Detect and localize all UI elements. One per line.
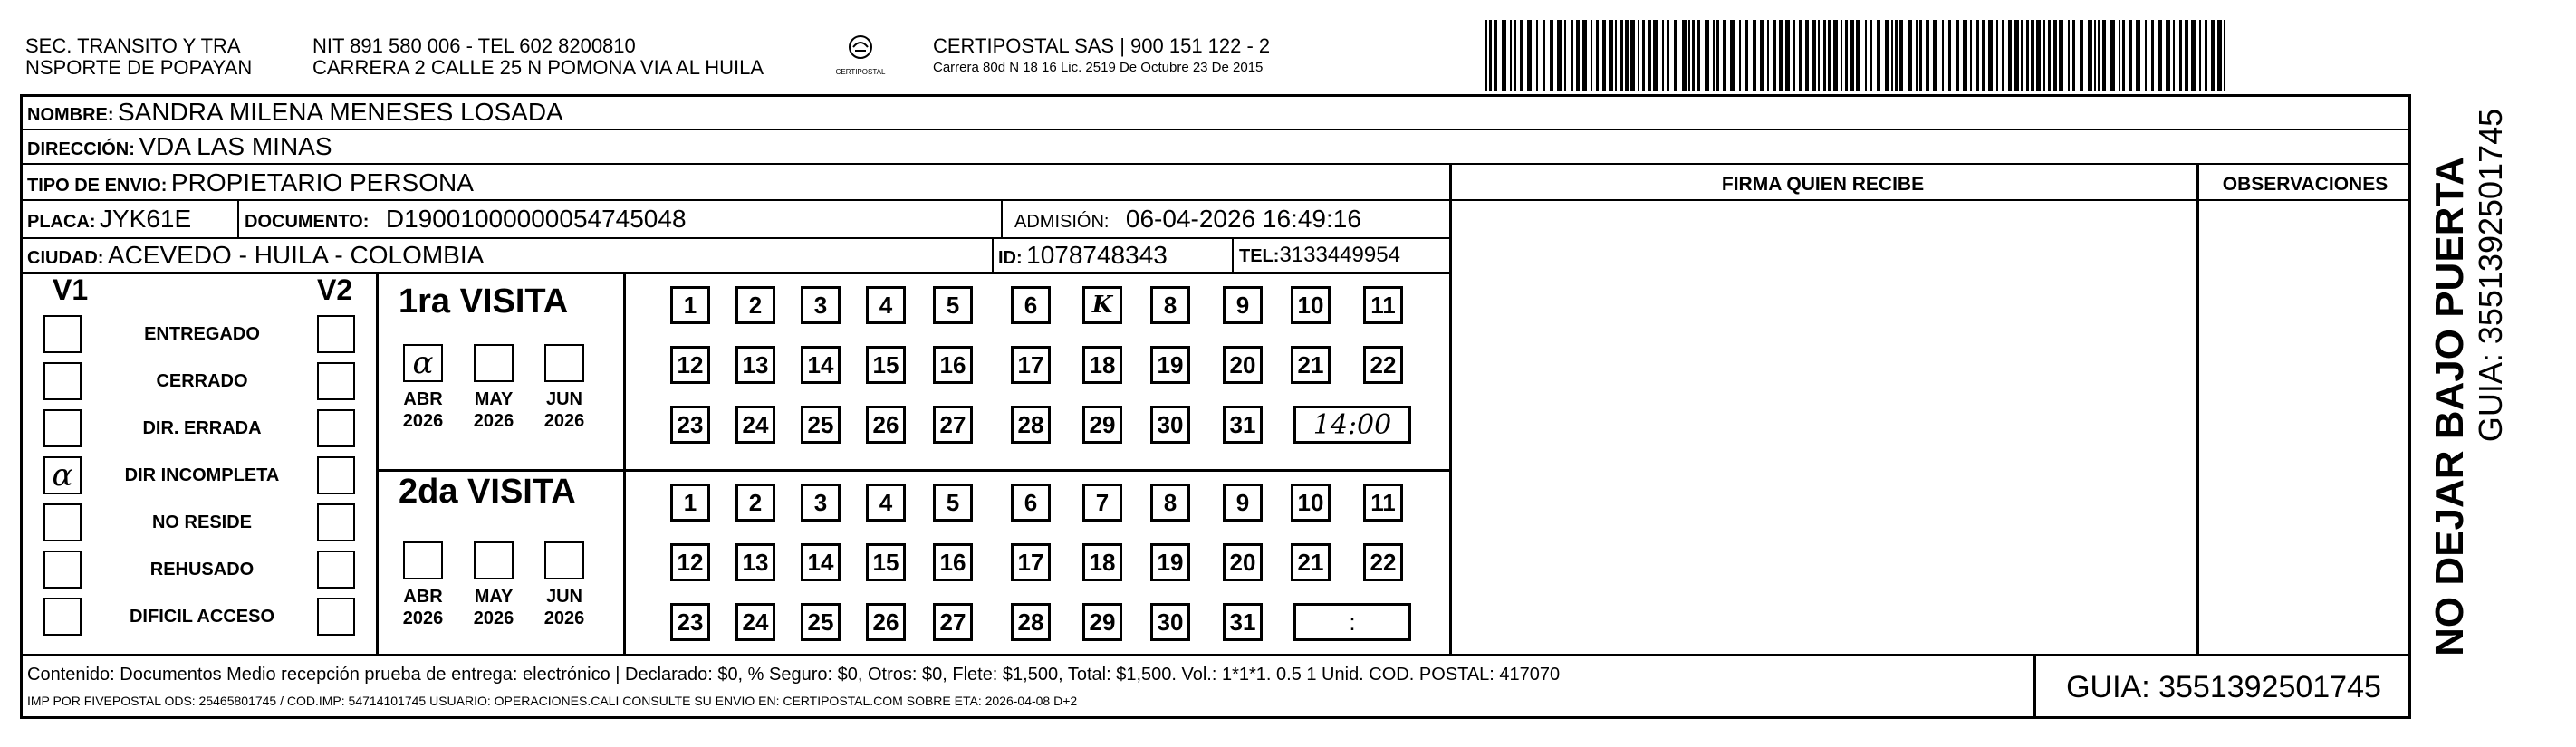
visit1-month-checkbox[interactable] [544, 344, 584, 382]
visit1-day-box[interactable]: 8 [1150, 286, 1190, 324]
company-line: CERTIPOSTAL SAS | 900 151 122 - 2 [933, 34, 1271, 57]
visit2-month-checkbox[interactable] [474, 541, 514, 579]
visit1-day-box[interactable]: 30 [1150, 406, 1190, 444]
visit1-day-box[interactable]: 25 [801, 406, 841, 444]
visit2-day-box[interactable]: 20 [1223, 543, 1263, 581]
status-option-label: DIR. ERRADA [142, 418, 262, 438]
documento-value: D19001000000054745048 [385, 205, 687, 233]
placa-label: PLACA: [27, 212, 96, 232]
tel-label: TEL: [1239, 246, 1280, 266]
v1-checkbox[interactable]: ɑ [43, 456, 82, 494]
visit1-day-box[interactable]: 20 [1223, 346, 1263, 384]
id-label: ID: [998, 248, 1023, 268]
visit1-day-box[interactable]: 15 [866, 346, 906, 384]
v1-checkbox[interactable] [43, 315, 82, 353]
visit1-day-box[interactable]: 6 [1011, 286, 1051, 324]
side-guia: GUIA: 3551392501745 [2472, 108, 2509, 443]
visit1-day-box[interactable]: 28 [1011, 406, 1051, 444]
visit1-day-box[interactable]: 24 [735, 406, 775, 444]
id-cell [998, 241, 1168, 270]
visit2-day-box[interactable]: 29 [1082, 603, 1122, 641]
v1-checkbox[interactable] [43, 551, 82, 589]
visit1-year-label: 2026 [473, 411, 514, 431]
visit1-year-label: 2026 [543, 411, 585, 431]
tipo-value: PROPIETARIO PERSONA [170, 168, 474, 196]
visit2-day-box[interactable]: 7 [1082, 484, 1122, 522]
visit1-day-box[interactable]: 11 [1363, 286, 1403, 324]
visit2-day-box[interactable]: 2 [735, 484, 775, 522]
visit1-day-box[interactable]: 17 [1011, 346, 1051, 384]
v2-checkbox[interactable] [317, 551, 355, 589]
visit2-day-box[interactable]: 23 [670, 603, 710, 641]
visit2-day-box[interactable]: 31 [1223, 603, 1263, 641]
visit2-day-box[interactable]: 9 [1223, 484, 1263, 522]
visit2-day-box[interactable]: 21 [1291, 543, 1331, 581]
visit1-day-box[interactable]: K [1082, 286, 1122, 324]
visit1-month-label: JUN [545, 389, 582, 409]
license-line: Carrera 80d N 18 16 Lic. 2519 De Octubre 23 De 2015 [933, 60, 1264, 75]
visit1-month-checkbox[interactable] [474, 344, 514, 382]
nombre-row [27, 98, 563, 127]
visit2-day-box[interactable]: 3 [801, 484, 841, 522]
certipostal-logo [833, 27, 888, 81]
visit2-day-box[interactable]: 26 [866, 603, 906, 641]
visit1-day-box[interactable]: 26 [866, 406, 906, 444]
address-line: CARRERA 2 CALLE 25 N POMONA VIA AL HUILA [312, 56, 764, 79]
visit1-month-label: ABR [403, 389, 443, 409]
visit2-day-box[interactable]: 30 [1150, 603, 1190, 641]
visit1-day-box[interactable]: 12 [670, 346, 710, 384]
visit1-day-box[interactable]: 2 [735, 286, 775, 324]
sender-line-1: SEC. TRANSITO Y TRA [25, 34, 241, 57]
visit1-day-box[interactable]: 4 [866, 286, 906, 324]
visit2-day-box[interactable]: 24 [735, 603, 775, 641]
documento-label: DOCUMENTO: [245, 212, 370, 232]
status-option-label: DIR INCOMPLETA [124, 465, 280, 485]
side-guia-panel [2464, 94, 2518, 719]
visit1-day-box[interactable]: 3 [801, 286, 841, 324]
visit1-day-box[interactable]: 31 [1223, 406, 1263, 444]
visit2-day-box[interactable]: 19 [1150, 543, 1190, 581]
status-option-label: REHUSADO [149, 560, 255, 579]
ciudad-value: ACEVEDO - HUILA - COLOMBIA [107, 241, 485, 269]
ciudad-label: CIUDAD: [27, 248, 104, 268]
visit1-day-box[interactable]: 18 [1082, 346, 1122, 384]
nombre-value: SANDRA MILENA MENESES LOSADA [118, 98, 563, 126]
contenido-line: Contenido: Documentos Medio recepción prueba de entrega: electrónico | Declarado: $0, % Seguro: $0, Otros: $0, Flete: $1,500, Total: $1,500. Vol.: 1*1*1. 0.5 1 Unid. COD. POSTAL: 417070 [27, 665, 1561, 685]
status-option-label: DIFICIL ACCESO [129, 607, 274, 627]
v1-checkbox[interactable] [43, 409, 82, 447]
visit1-day-box[interactable]: 10 [1291, 286, 1331, 324]
visit1-day-box[interactable]: 5 [933, 286, 973, 324]
visit2-month-label: MAY [474, 587, 514, 607]
v2-checkbox[interactable] [317, 315, 355, 353]
visit2-day-box[interactable]: 1 [670, 484, 710, 522]
logo-icon [833, 27, 888, 81]
v2-checkbox[interactable] [317, 456, 355, 494]
tel-value: 3133449954 [1279, 243, 1400, 267]
visit1-day-box[interactable]: 22 [1363, 346, 1403, 384]
visit2-time-box[interactable]: : [1293, 603, 1411, 641]
v2-label: V2 [317, 273, 353, 306]
visit2-day-box[interactable]: 25 [801, 603, 841, 641]
tel-cell [1239, 243, 1400, 268]
placa-cell [27, 205, 191, 234]
firma-header: FIRMA QUIEN RECIBE [1721, 174, 1925, 195]
v2-checkbox[interactable] [317, 409, 355, 447]
visit2-day-box[interactable]: 14 [801, 543, 841, 581]
status-option-label: CERRADO [156, 371, 248, 391]
visit1-day-box[interactable]: 21 [1291, 346, 1331, 384]
visit2-day-box[interactable]: 12 [670, 543, 710, 581]
placa-value: JYK61E [100, 205, 192, 233]
admision-value: 06-04-2026 16:49:16 [1125, 205, 1361, 233]
visit2-year-label: 2026 [473, 608, 514, 628]
observaciones-header: OBSERVACIONES [2222, 174, 2389, 195]
visit2-month-label: ABR [403, 587, 443, 607]
visit2-day-box[interactable]: 5 [933, 484, 973, 522]
id-value: 1078748343 [1026, 241, 1168, 269]
visit1-day-box[interactable]: 29 [1082, 406, 1122, 444]
visit2-day-box[interactable]: 16 [933, 543, 973, 581]
status-option-label: ENTREGADO [144, 324, 260, 344]
v2-checkbox[interactable] [317, 503, 355, 541]
visit2-day-box[interactable]: 6 [1011, 484, 1051, 522]
visit2-day-box[interactable]: 4 [866, 484, 906, 522]
nit-line: NIT 891 580 006 - TEL 602 8200810 [312, 34, 636, 57]
visit1-day-box[interactable]: 27 [933, 406, 973, 444]
visit1-day-box[interactable]: 9 [1223, 286, 1263, 324]
visit2-month-checkbox[interactable] [544, 541, 584, 579]
tipo-label: TIPO DE ENVIO: [27, 176, 168, 196]
visit1-day-box[interactable]: 16 [933, 346, 973, 384]
visit2-day-box[interactable]: 13 [735, 543, 775, 581]
visit2-year-label: 2026 [543, 608, 585, 628]
barcode [1485, 20, 2228, 91]
visit2-day-box[interactable]: 27 [933, 603, 973, 641]
v1-label: V1 [53, 273, 89, 306]
footer-guia: GUIA: 3551392501745 [2066, 670, 2381, 704]
visit1-time-box[interactable]: 14:00 [1293, 406, 1411, 444]
ciudad-cell [27, 241, 484, 270]
firma-area[interactable] [1455, 205, 2193, 652]
visit2-day-box[interactable]: 28 [1011, 603, 1051, 641]
visit2-day-box[interactable]: 11 [1363, 484, 1403, 522]
visit1-month-checkbox[interactable]: ɑ [403, 344, 443, 382]
v1-checkbox[interactable] [43, 503, 82, 541]
tipo-row [27, 168, 474, 197]
visit2-month-checkbox[interactable] [403, 541, 443, 579]
nombre-label: NOMBRE: [27, 105, 114, 125]
observaciones-area[interactable] [2203, 205, 2408, 652]
visit2-day-box[interactable]: 17 [1011, 543, 1051, 581]
direccion-label: DIRECCIÓN: [27, 139, 135, 159]
visit2-day-box[interactable]: 22 [1363, 543, 1403, 581]
v2-checkbox[interactable] [317, 362, 355, 400]
visit1-day-box[interactable]: 1 [670, 286, 710, 324]
visit2-day-box[interactable]: 15 [866, 543, 906, 581]
visit1-day-box[interactable]: 13 [735, 346, 775, 384]
v1-checkbox[interactable] [43, 598, 82, 636]
v2-checkbox[interactable] [317, 598, 355, 636]
direccion-value: VDA LAS MINAS [139, 132, 332, 160]
side-warning: NO DEJAR BAJO PUERTA [2427, 157, 2472, 656]
admision-label: ADMISIÓN: [1014, 212, 1110, 232]
v1-checkbox[interactable] [43, 362, 82, 400]
status-option-label: NO RESIDE [151, 512, 253, 532]
visit1-month-label: MAY [474, 389, 514, 409]
logo-wordmark: CERTIPOSTAL [835, 68, 886, 76]
documento-cell [245, 205, 687, 234]
visit1-day-box[interactable]: 14 [801, 346, 841, 384]
visit2-day-box[interactable]: 10 [1291, 484, 1331, 522]
visit2-day-box[interactable]: 18 [1082, 543, 1122, 581]
visit1-title: 1ra VISITA [399, 283, 569, 321]
visit2-title: 2da VISITA [399, 473, 576, 511]
imp-line: IMP POR FIVEPOSTAL ODS: 25465801745 / COD.IMP: 54714101745 USUARIO: OPERACIONES.CALI CONSULTE SU ENVIO EN: CERTIPOSTAL.COM SOBRE ETA: 2026-04-08 D+2 [27, 694, 1078, 708]
sender-line-2: NSPORTE DE POPAYAN [25, 56, 253, 79]
visit1-year-label: 2026 [402, 411, 444, 431]
visit1-day-box[interactable]: 23 [670, 406, 710, 444]
visit1-day-box[interactable]: 19 [1150, 346, 1190, 384]
admision-cell [1014, 205, 1361, 234]
visit2-day-box[interactable]: 8 [1150, 484, 1190, 522]
visit2-month-label: JUN [545, 587, 582, 607]
direccion-row [27, 132, 332, 161]
visit2-year-label: 2026 [402, 608, 444, 628]
